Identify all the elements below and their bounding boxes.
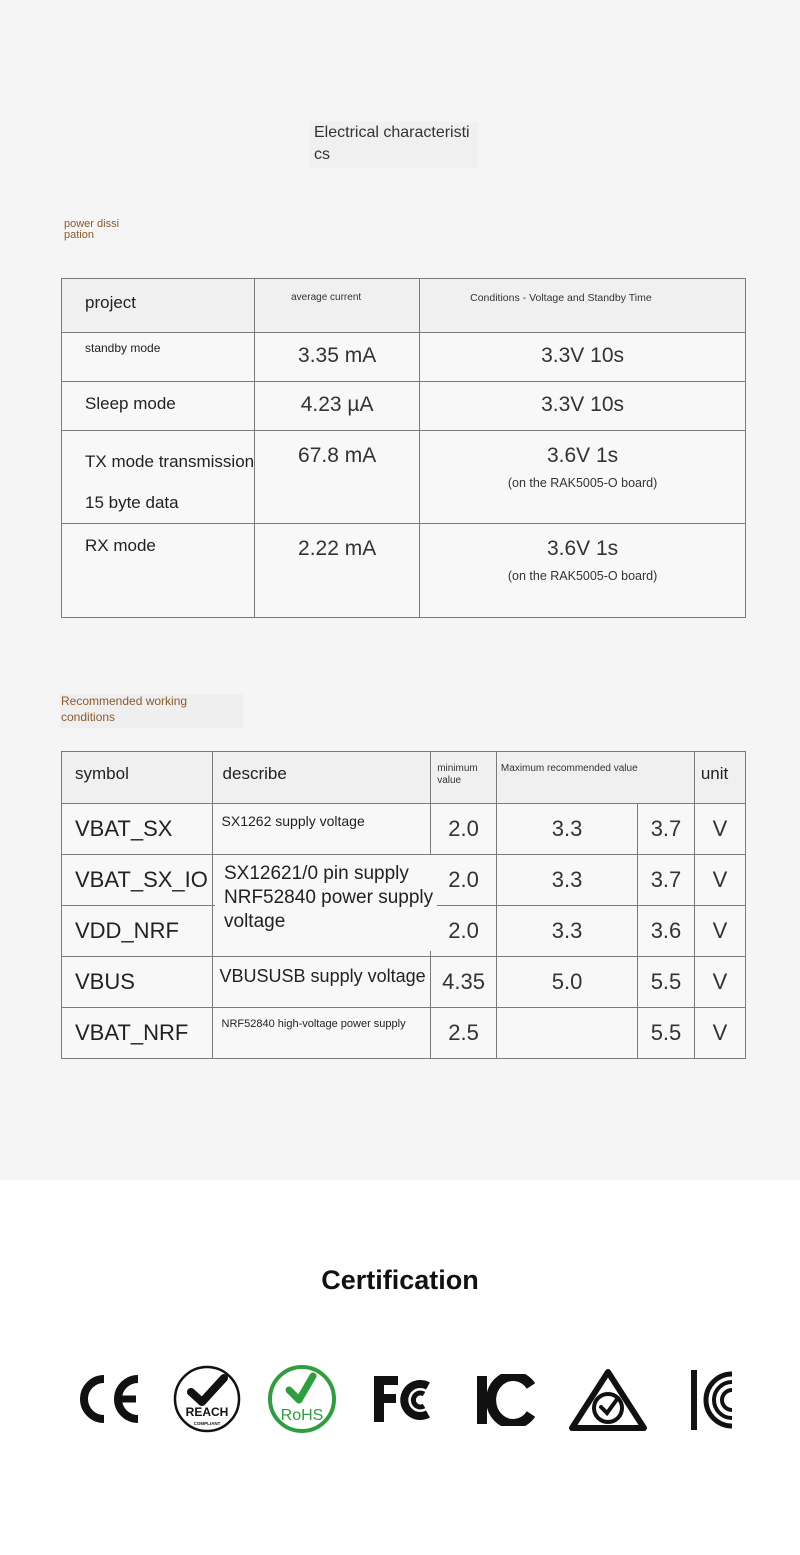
page-title: Electrical characteristics	[314, 124, 470, 163]
row-project: RX mode	[85, 536, 156, 555]
header-cell	[62, 752, 213, 804]
table-cell	[496, 1008, 637, 1059]
table-cell	[420, 524, 746, 618]
table-row	[62, 382, 746, 431]
table-cell	[694, 855, 745, 906]
row-min: 2.0	[448, 867, 479, 892]
header-cell	[212, 752, 431, 804]
row-max: 5.5	[650, 969, 682, 994]
row-project: standby mode	[85, 341, 161, 355]
row-condition: 3.3V 10s	[541, 344, 625, 367]
header-cell	[420, 279, 746, 333]
table-cell	[431, 906, 497, 957]
table-cell	[62, 382, 255, 431]
header-cell	[255, 279, 420, 333]
table-cell	[255, 524, 420, 618]
table-cell	[212, 804, 431, 855]
table-cell	[431, 1008, 497, 1059]
row-min: 2.5	[448, 1020, 479, 1045]
row-unit: V	[712, 969, 728, 994]
reach-compliant-icon	[172, 1364, 242, 1434]
table-cell	[638, 855, 695, 906]
header-max: Maximum recommended value	[500, 763, 638, 774]
row-symbol: VBAT_SX_IO	[75, 867, 208, 892]
power-dissipation-table	[61, 278, 746, 618]
table-header-row	[62, 279, 746, 333]
table-cell	[420, 333, 746, 382]
table-row	[62, 1008, 746, 1059]
table-cell	[694, 906, 745, 957]
row-unit: V	[712, 816, 728, 841]
row-condition: 3.3V 10s	[541, 393, 625, 416]
merged-describe-text: SX12621/0 pin supply NRF52840 power supply voltage	[224, 863, 434, 932]
table-cell	[62, 333, 255, 382]
table-cell	[431, 957, 497, 1008]
row-current: 2.22 mA	[298, 537, 377, 560]
table-cell	[62, 855, 213, 906]
reach-label: REACH	[185, 1405, 229, 1419]
table-cell	[638, 804, 695, 855]
row-condition: 3.6V 1s	[546, 444, 619, 467]
row-describe: SX1262 supply voltage	[221, 813, 365, 829]
table-cell	[638, 906, 695, 957]
header-conditions: Conditions - Voltage and Standby Time	[470, 292, 652, 304]
row-typ: 5.0	[551, 969, 583, 994]
table-cell	[496, 855, 637, 906]
row-project	[62, 431, 254, 523]
table-cell	[638, 957, 695, 1008]
table-header-row	[62, 752, 746, 804]
table-row	[62, 333, 746, 382]
table-cell	[496, 906, 637, 957]
table-row	[62, 524, 746, 618]
table-cell	[212, 1008, 431, 1059]
row-current: 3.35 mA	[298, 344, 377, 367]
row-typ: 3.3	[551, 816, 583, 841]
table-cell	[62, 804, 213, 855]
table-cell	[62, 431, 255, 524]
table-cell	[496, 804, 637, 855]
header-cell	[431, 752, 497, 804]
table-cell	[212, 957, 431, 1008]
row-max: 3.7	[650, 816, 682, 841]
certification-logos	[70, 1362, 740, 1440]
row-max: 5.5	[650, 1020, 682, 1045]
row-describe: VBUSUSB supply voltage	[219, 966, 426, 986]
row-typ	[497, 1008, 637, 1020]
rohs-icon	[266, 1364, 338, 1434]
table-cell	[255, 382, 420, 431]
row-unit: V	[712, 1020, 728, 1045]
row-symbol: VDD_NRF	[75, 918, 179, 943]
row-unit: V	[712, 918, 728, 943]
reach-sub-label: COMPLIANT	[193, 1421, 221, 1426]
table-cell	[62, 524, 255, 618]
row-symbol: VBUS	[75, 969, 135, 994]
table-cell	[638, 1008, 695, 1059]
row-project-line1: TX mode transmission	[85, 452, 255, 471]
row-condition: 3.6V 1s	[546, 537, 619, 560]
header-cell	[638, 752, 695, 804]
row-unit: V	[712, 867, 728, 892]
row-note: (on the RAK5005-O board)	[507, 569, 658, 583]
table-cell	[431, 804, 497, 855]
ic-icon	[475, 1374, 535, 1426]
row-project-line2: 15 byte data	[85, 493, 179, 512]
row-current: 67.8 mA	[298, 444, 377, 467]
table-cell	[496, 957, 637, 1008]
table-cell	[420, 382, 746, 431]
power-dissipation-label: power dissipation	[64, 218, 120, 241]
row-max: 3.7	[650, 867, 682, 892]
row-max: 3.6	[650, 918, 682, 943]
table-cell	[694, 804, 745, 855]
table-row	[62, 804, 746, 855]
table-row	[62, 957, 746, 1008]
row-project: Sleep mode	[85, 394, 176, 413]
table-cell	[431, 855, 497, 906]
header-current: average current	[291, 292, 362, 303]
row-symbol: VBAT_SX	[75, 816, 173, 841]
row-current: 4.23 µA	[300, 393, 374, 416]
table-row	[62, 431, 746, 524]
row-typ: 3.3	[551, 867, 583, 892]
header-cell	[62, 279, 255, 333]
row-describe: NRF52840 high-voltage power supply	[221, 1018, 406, 1030]
table-cell	[694, 957, 745, 1008]
row-typ: 3.3	[551, 918, 583, 943]
header-symbol: symbol	[75, 764, 129, 783]
ce-mark-icon	[74, 1374, 142, 1424]
table-cell	[255, 431, 420, 524]
rcm-icon	[568, 1368, 648, 1432]
row-min: 2.0	[448, 816, 479, 841]
certification-title: Certification	[321, 1265, 479, 1295]
fcc-icon	[370, 1372, 436, 1428]
table-cell	[62, 1008, 213, 1059]
table-cell	[694, 1008, 745, 1059]
header-describe: describe	[222, 764, 287, 783]
recommended-conditions-label: Recommended working conditions	[61, 694, 188, 724]
row-min: 2.0	[448, 918, 479, 943]
header-project: project	[85, 293, 137, 312]
row-min: 4.35	[442, 969, 485, 994]
rohs-label: RoHS	[280, 1407, 324, 1424]
header-min: minimum value	[437, 763, 478, 786]
header-unit: unit	[700, 764, 729, 783]
row-symbol: VBAT_NRF	[75, 1020, 189, 1045]
kc-icon	[688, 1368, 734, 1432]
table-cell	[420, 431, 746, 524]
row-note: (on the RAK5005-O board)	[507, 476, 658, 490]
table-cell	[62, 906, 213, 957]
header-cell	[496, 752, 637, 804]
table-cell	[255, 333, 420, 382]
table-cell	[62, 957, 213, 1008]
header-cell	[694, 752, 745, 804]
